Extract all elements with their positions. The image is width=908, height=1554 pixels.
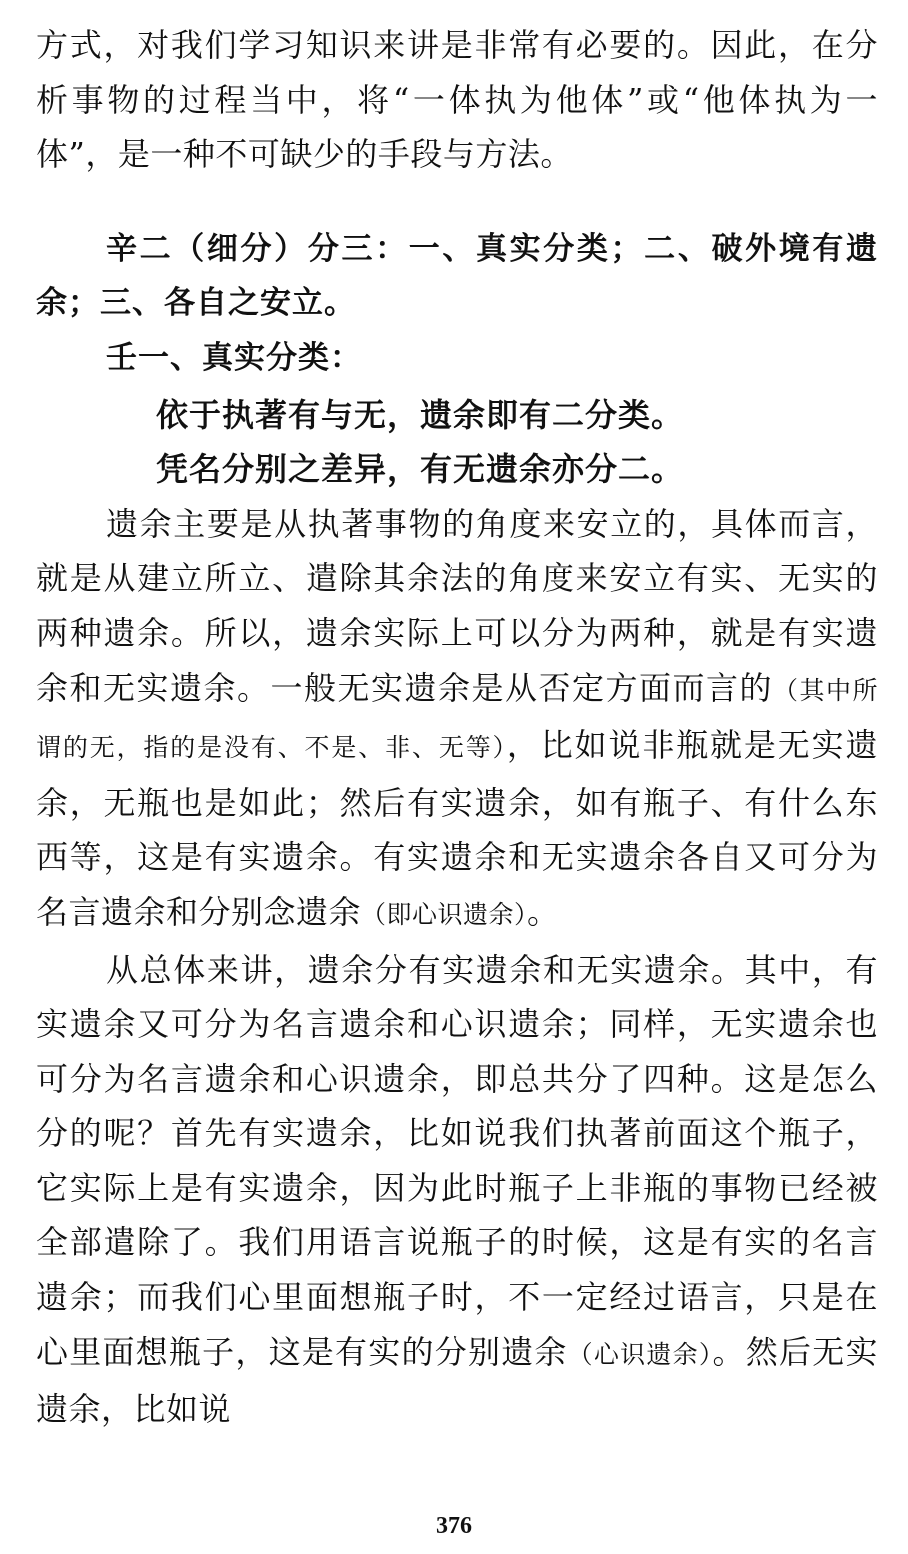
paragraph-text: ，比如说非瓶就是无实遗余，无瓶也是如此；然后有实遗余，如有瓶子、有什么东西等，这是有实遗余。有实遗余和无实遗余各自又可分为名言遗余和分别念遗余 [36,726,878,931]
body-paragraph-continued: 方式，对我们学习知识来讲是非常有必要的。因此，在分析事物的过程当中，将“一体执为他体”或“他体执为一体”，是一种不可缺少的手段与方法。 [36,26,878,174]
verse-line-2: 凭名分别之差异，有无遗余亦分二。 [156,450,685,489]
paragraph-text: 从总体来讲，遗余分有实遗余和无实遗余。其中，有实遗余又可分为名言遗余和心识遗余；同样，无实遗余也可分为名言遗余和心识遗余，即总共分了四种。这是怎么分的呢？首先有实遗余，比如说我们执著前面这个瓶子，它实际上是有实遗余，因为此时瓶子上非瓶的事物已经被全部遣除了。我们用语言说瓶子的时候，这是有实的名言遗余；而我们心里面想瓶子时，不一定经过语言，只是在心里面想瓶子，这是有实的分别遗余 [36,950,878,1371]
inline-note: （其中所谓的无，指的是没有、不是、非、无等） [36,675,878,763]
body-paragraph-commentary-2 [36,943,878,1437]
verse-line-1: 依于执著有与无，遗余即有二分类。 [156,395,685,434]
page-number: 376 [436,1513,472,1539]
page-body [36,18,878,1437]
inline-note: （心识遗余） [567,1339,713,1369]
inline-note: （即心识遗余） [361,899,528,929]
paragraph-text: 。然后无实遗余，比如说 [36,1332,878,1429]
section-heading-xin-er: 辛二（细分）分三：一、真实分类；二、破外境有遗余；三、各自之安立。 [36,230,878,322]
paragraph-text: 遗余主要是从执著事物的角度来安立的，具体而言，就是从建立所立、遣除其余法的角度来安立有实、无实的两种遗余。所以，遗余实际上可以分为两种，就是有实遗余和无实遗余。一般无实遗余是从否定方面而言的 [36,504,878,707]
section-heading-ren-yi: 壬一、真实分类： [106,339,362,376]
body-paragraph-commentary-1 [36,497,878,943]
paragraph-text: 。 [527,892,560,931]
